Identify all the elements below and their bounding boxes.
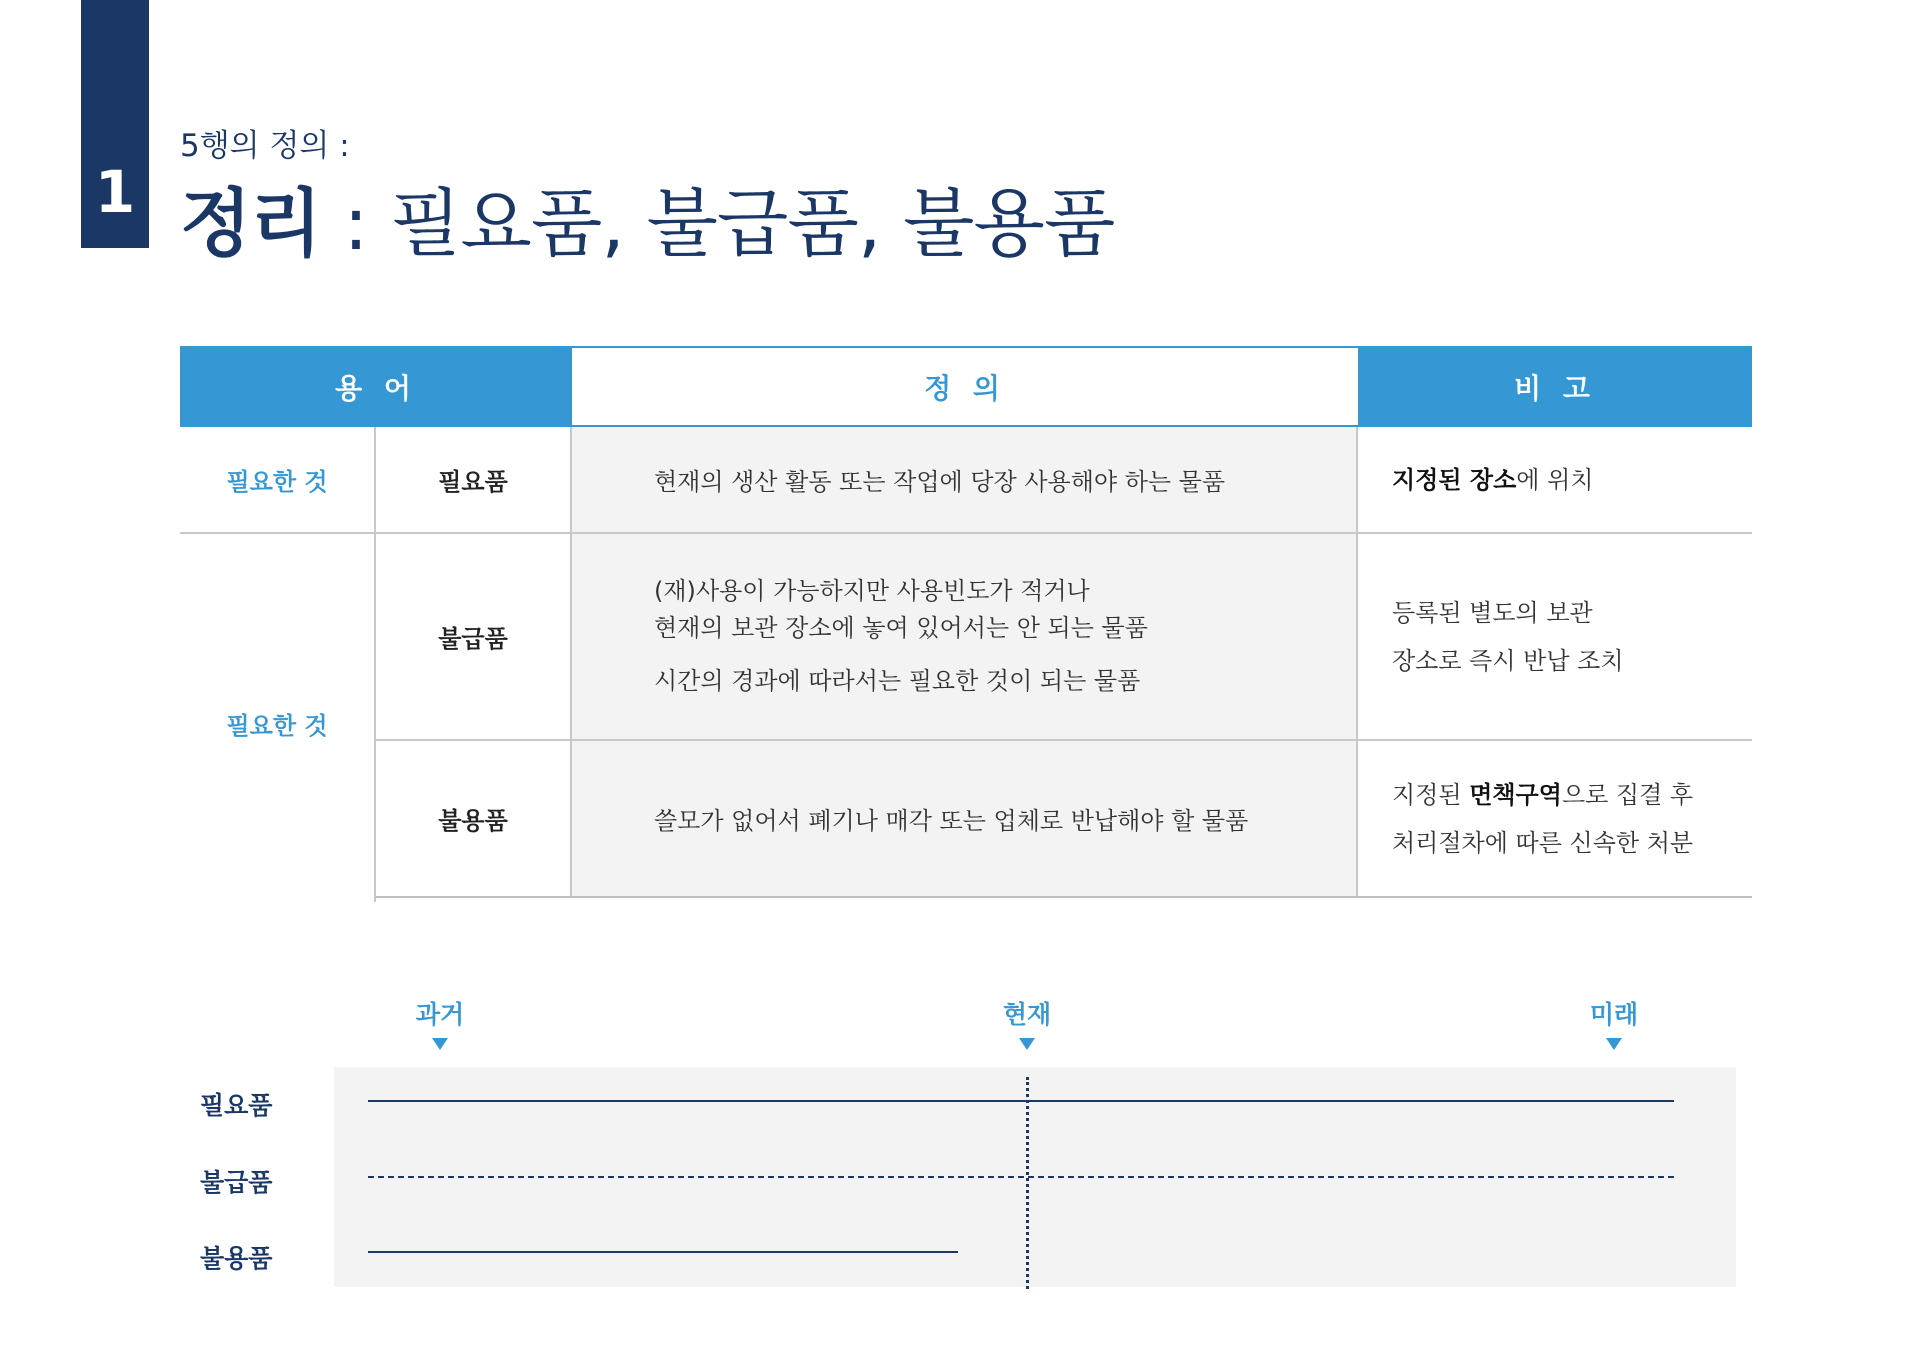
definition-table [180,346,1752,898]
note-text: 에 위치 [1516,465,1594,494]
definition-line: 시간의 경과에 따라서는 필요한 것이 되는 물품 [654,667,1141,695]
timeline-past-label: 과거 [415,1000,465,1029]
note-line: 등록된 별도의 보관 [1392,598,1593,627]
present-arrow-icon [1019,1038,1035,1050]
deferred-timeline-line [368,1176,1674,1178]
note-line: 장소로 즉시 반납 조치 [1392,646,1624,675]
note-cell [1358,427,1752,532]
definition-text: 현재의 생산 활동 또는 작업에 당장 사용해야 하는 물품 [654,468,1226,496]
table-body [180,427,1752,898]
note-cell [1358,534,1752,739]
table-row [180,427,1752,534]
unneeded-timeline-line [368,1251,958,1253]
title-keyword: 정리 [180,181,321,267]
header-definition: 정 의 [572,346,1358,427]
note-cell [1358,741,1752,896]
merged-category-cell: 필요한 것 [180,536,376,902]
section-number: 1 [81,0,149,248]
definition-cell [572,427,1358,532]
present-divider [1026,1077,1029,1289]
definition-line: 현재의 보관 장소에 놓여 있어서는 안 되는 물품 [654,614,1148,642]
note-line: 처리절차에 따른 신속한 처분 [1392,828,1694,857]
note-text: 으로 집결 후 [1561,780,1694,809]
definition-cell [572,534,1358,739]
note-text: 지정된 [1392,780,1470,809]
future-arrow-icon [1606,1038,1622,1050]
page-title [180,165,1114,271]
timeline-row-label: 필요품 [200,1091,273,1120]
needed-timeline-line [368,1100,1674,1102]
past-arrow-icon [432,1038,448,1050]
definition-line: (재)사용이 가능하지만 사용빈도가 적거나 [654,577,1090,605]
term-cell: 필요품 [376,427,572,532]
category-cell: 필요한 것 [180,427,376,532]
page-subtitle: 5행의 정의 : [180,128,350,164]
timeline-future-label: 미래 [1589,1000,1639,1029]
header-note: 비 고 [1358,346,1752,427]
timeline-present-label: 현재 [1002,1000,1052,1029]
title-rest: : 필요품, 불급품, 불용품 [320,181,1115,267]
term-cell: 불급품 [376,534,572,739]
timeline-row-label: 불용품 [200,1244,273,1273]
header-term: 용 어 [180,346,572,427]
definition-cell [572,741,1358,896]
definition-text: 쓸모가 없어서 폐기나 매각 또는 업체로 반납해야 할 물품 [654,807,1249,835]
timeline-row-label: 불급품 [200,1168,273,1197]
note-bold: 지정된 장소 [1392,465,1517,494]
table-header [180,346,1752,427]
table-row [180,741,1752,898]
term-cell: 불용품 [376,741,572,896]
table-row [180,534,1752,741]
note-bold: 면책구역 [1469,780,1562,809]
